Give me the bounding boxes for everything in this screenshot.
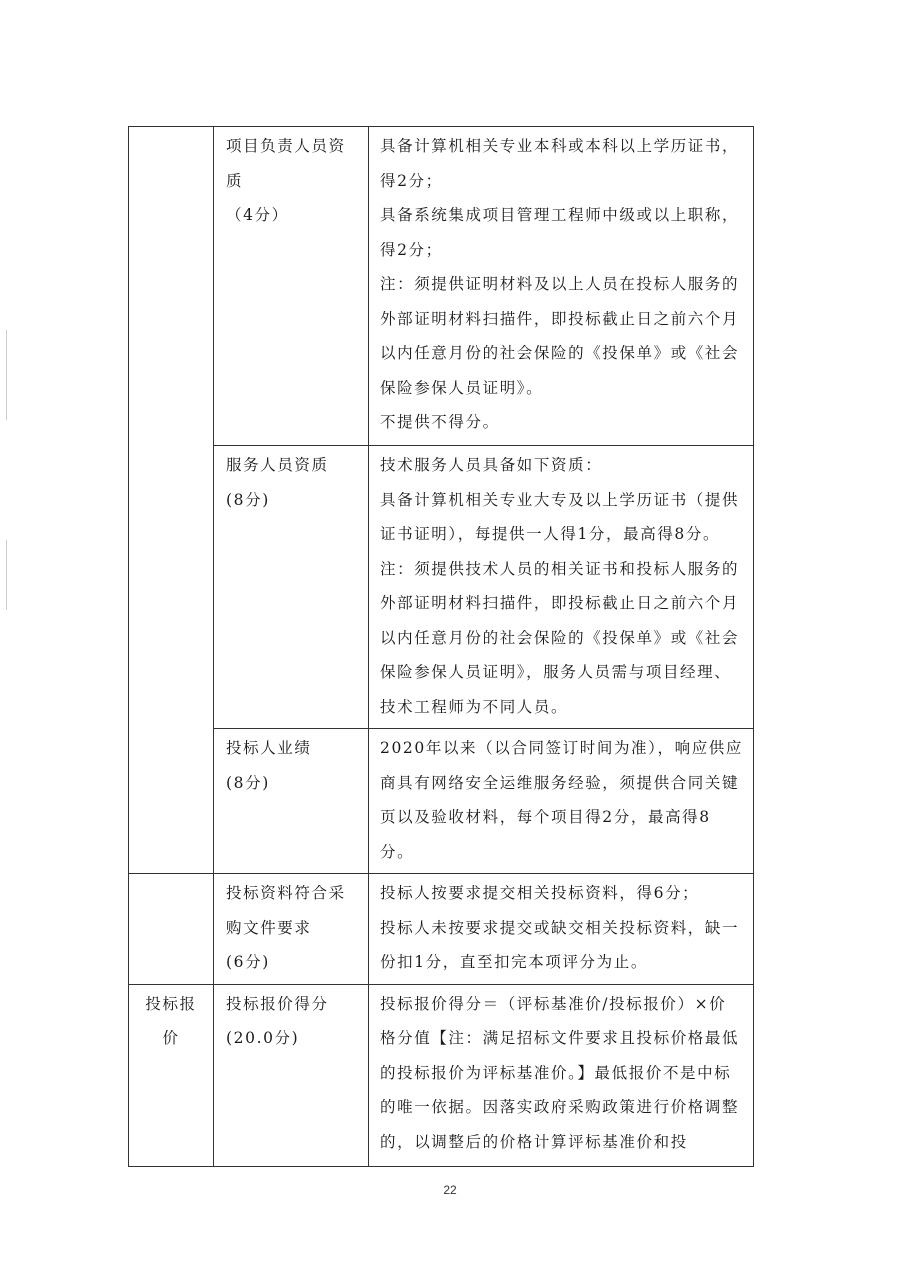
- page-number: 22: [443, 1183, 457, 1197]
- criteria-line: 技术服务人员具备如下资质：: [380, 456, 603, 474]
- item-score: (6分): [226, 953, 270, 971]
- item-name: 投标人业绩: [226, 739, 312, 757]
- criteria-line: 注：须提供技术人员的相关证书和投标人服务的外部证明材料扫描件，即投标截止日之前六个月以内任意月份的社会保险的《投保单》或《社会保险参保人员证明》，服务人员需与项目经理、技术工程师为不同人员。: [380, 559, 740, 716]
- table-row: [129, 984, 754, 1166]
- category-cell: [129, 984, 214, 1166]
- item-score: (20.0分): [226, 1029, 300, 1047]
- item-cell: [214, 127, 369, 446]
- criteria-line: 注：须提供证明材料及以上人员在投标人服务的外部证明材料扫描件，即投标截止日之前六个月以内任意月份的社会保险的《投保单》或《社会保险参保人员证明》。: [380, 275, 740, 397]
- criteria-cell: [369, 874, 754, 985]
- criteria-cell: [369, 984, 754, 1166]
- item-name: 项目负责人员资质: [226, 137, 346, 190]
- scan-edge-mark: [6, 330, 7, 420]
- criteria-line: 具备计算机相关专业大专及以上学历证书（提供证书证明），每提供一人得1分，最高得8分。: [380, 490, 740, 543]
- criteria-line: 具备计算机相关专业本科或本科以上学历证书，得2分；: [380, 137, 740, 190]
- scoring-table: [128, 126, 754, 1167]
- criteria-line: 具备系统集成项目管理工程师中级或以上职称，得2分；: [380, 206, 740, 259]
- criteria-line: 投标人按要求提交相关投标资料，得6分；: [380, 884, 700, 902]
- item-score: (8分): [226, 490, 270, 509]
- criteria-line: 2020年以来（以合同签订时间为准），响应供应商具有网络安全运维服务经验，须提供合同关键页以及验收材料，每个项目得2分，最高得8分。: [380, 739, 743, 861]
- criteria-line: 投标报价得分＝（评标基准价/投标报价）×价格分值【注：满足招标文件要求且投标价格最低的投标报价为评标基准价。】最低报价不是中标的唯一依据。因落实政府采购政策进行价格调整的，以调整后的价格计算评标基准价和投: [380, 994, 740, 1151]
- item-score: （4分）: [226, 206, 289, 224]
- criteria-line: 投标人未按要求提交或缺交相关投标资料，缺一份扣1分，直至扣完本项评分为止。: [380, 918, 740, 971]
- item-cell: [214, 729, 369, 874]
- criteria-cell: [369, 127, 754, 446]
- item-name: 投标资料符合采购文件要求: [226, 884, 346, 937]
- criteria-cell: [369, 446, 754, 729]
- table-row: [129, 729, 754, 874]
- category-label: 投标报价: [145, 994, 197, 1047]
- item-score: (8分): [226, 773, 270, 792]
- table-row: [129, 127, 754, 446]
- item-name: 投标报价得分: [226, 994, 329, 1013]
- item-name: 服务人员资质: [226, 456, 329, 474]
- criteria-cell: [369, 729, 754, 874]
- scan-edge-mark: [6, 540, 7, 610]
- item-cell: [214, 446, 369, 729]
- category-cell-empty: [129, 127, 214, 874]
- criteria-line: 不提供不得分。: [380, 413, 500, 431]
- category-cell-empty: [129, 874, 214, 985]
- table-row: [129, 446, 754, 729]
- item-cell: [214, 984, 369, 1166]
- item-cell: [214, 874, 369, 985]
- table-row: [129, 874, 754, 985]
